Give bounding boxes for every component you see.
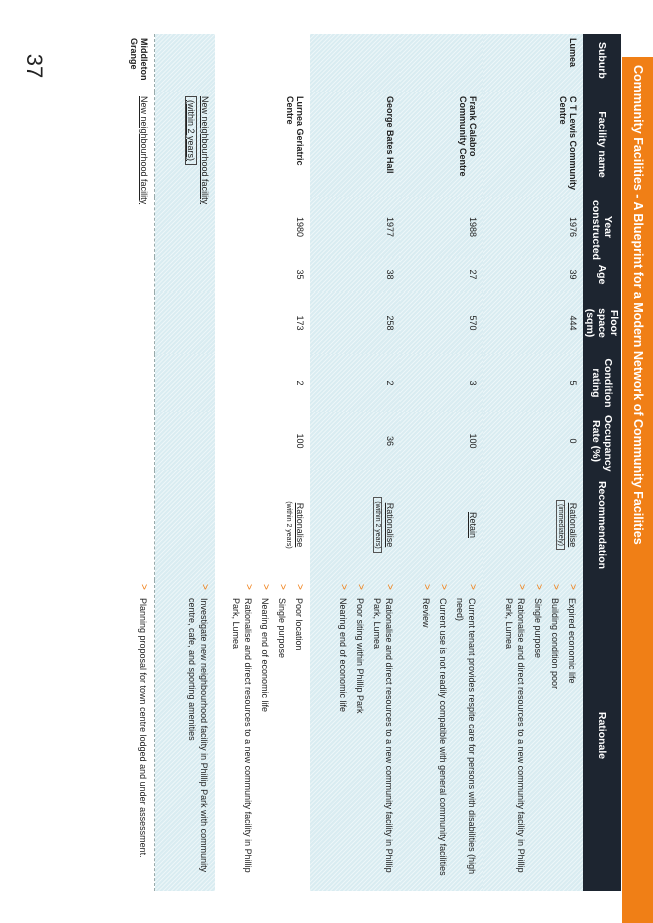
cell-facility: George Bates Hall [310,92,400,197]
cell-condition: 2 [310,354,400,412]
cell-occupancy: 100 [400,412,483,470]
cell-year: 1977 [310,197,400,257]
chevron-right-icon: > [199,584,210,590]
cell-floor: 570 [400,292,483,354]
cell-floor: 444 [483,292,583,354]
recommendation-label: Retain [468,511,478,538]
chevron-right-icon: > [567,584,578,590]
recommendation-note: (within 2 years) [373,497,382,552]
cell-condition: 3 [400,354,483,412]
cell-rationale [105,580,155,891]
chevron-right-icon: > [338,584,349,590]
chevron-right-icon: > [260,584,271,590]
rationale-item: > Current use is not readily compatible with general community facilities [438,584,449,876]
recommendation-note: (immediately) [556,500,565,550]
cell-floor: 173 [215,292,310,354]
cell-suburb [310,34,400,92]
header-occupancy: Occupancy Rate (%) [583,412,621,470]
rationale-item: > Rationalise and direct resources to a new community facility in Phillip Park, Lumea [504,584,527,873]
facility-note: (within 2 years) [185,96,197,165]
header-suburb: Suburb [583,34,621,92]
header-rationale: Rationale [583,580,621,891]
cell-age: 27 [400,257,483,292]
cell-age: 39 [483,257,583,292]
cell-facility [155,92,215,257]
cell-occupancy: 0 [483,412,583,470]
cell-recommendation [310,470,400,580]
recommendation-label: Rationalise [385,502,395,548]
facilities-table [105,34,621,891]
header-year: Year constructed [583,197,621,257]
cell-facility: Lurnea Geriatric Centre [215,92,310,197]
cell-rationale [215,580,310,891]
chevron-right-icon: > [355,584,366,590]
chevron-right-icon: > [550,584,561,590]
cell-recommendation [483,470,583,580]
table-row [400,34,483,891]
header-floor: Floor space (sqm) [583,292,621,354]
recommendation-note: (within 2 years) [285,501,292,549]
cell-condition: 5 [483,354,583,412]
cell-rationale [400,580,483,891]
chevron-right-icon: > [243,584,254,590]
rationale-item: > Planning proposal for town centre lodged and under assessment. [138,584,150,858]
table-row [483,34,583,891]
cell-occupancy: 36 [310,412,400,470]
rationale-item: > Nearing end of economic life [338,584,349,713]
rationale-item: > Rationalise and direct resources to a new community facility in Phillip Park, Lumea [231,584,254,873]
header-age: Age [583,257,621,292]
recommendation-label: Rationalise [295,502,305,548]
rationale-item: > Building condition poor [550,584,561,690]
cell-rationale [155,580,215,891]
cell-age: 35 [215,257,310,292]
header-recommendation: Recommendation [583,470,621,580]
cell-recommendation [400,470,483,580]
rationale-item: > Investigate new neighbourhood facility in Phillip Park with community centre, cafe, and sporting amenities [187,584,210,873]
chevron-right-icon: > [277,584,288,590]
table-row [155,34,215,891]
table-row [105,34,155,891]
rationale-item: > Expired economic life [567,584,578,684]
rationale-item: > Nearing end of economic life [260,584,271,713]
cell-suburb [215,34,310,92]
cell-rationale [310,580,400,891]
cell-floor: 258 [310,292,400,354]
cell-suburb: Lumea [483,34,583,92]
recommendation-label: Rationalise [568,502,578,548]
rationale-item: > Poor location [294,584,305,651]
chevron-right-icon: > [421,584,432,590]
rationale-item: > Rationalise and direct resources to a new community facility in Phillip Park, Lumea [372,584,395,873]
rationale-item: > Current tenant provides respite care for persons with disabilities (high need) [455,584,478,875]
page-number: 37 [22,53,47,79]
cell-rationale [483,580,583,891]
cell-occupancy: 100 [215,412,310,470]
cell-suburb [400,34,483,92]
rationale-item: > Single purpose [533,584,544,659]
cell-age: 38 [310,257,400,292]
cell-facility: Frank Calabro Community Centre [400,92,483,197]
cell-year: 1976 [483,197,583,257]
cell-year: 1988 [400,197,483,257]
chevron-right-icon: > [438,584,449,590]
cell-recommendation [215,470,310,580]
chevron-right-icon: > [467,584,478,590]
header-condition: Condition rating [583,354,621,412]
table-header-row [583,34,621,891]
facility-label: New neighbourhood facility [200,96,210,205]
table-row [310,34,400,891]
page-title-banner: Community Facilities - A Blueprint for a Modern Network of Community Facilities [622,57,653,923]
table-row [215,34,310,891]
cell-condition: 2 [215,354,310,412]
cell-suburb: Middleton Grange [105,34,155,92]
rationale-item: > Poor siting within Phillip Park [355,584,366,714]
rationale-item: > Review [421,584,432,628]
facility-label: New neighbourhood facility [139,96,150,205]
header-facility: Facility name [583,92,621,197]
cell-year: 1980 [215,197,310,257]
chevron-right-icon: > [138,584,150,590]
cell-facility: C T Lewis Community Centre [483,92,583,197]
chevron-right-icon: > [384,584,395,590]
chevron-right-icon: > [294,584,305,590]
cell-suburb [155,34,215,92]
rationale-item: > Single purpose [277,584,288,659]
chevron-right-icon: > [533,584,544,590]
cell-facility [105,92,155,257]
chevron-right-icon: > [516,584,527,590]
